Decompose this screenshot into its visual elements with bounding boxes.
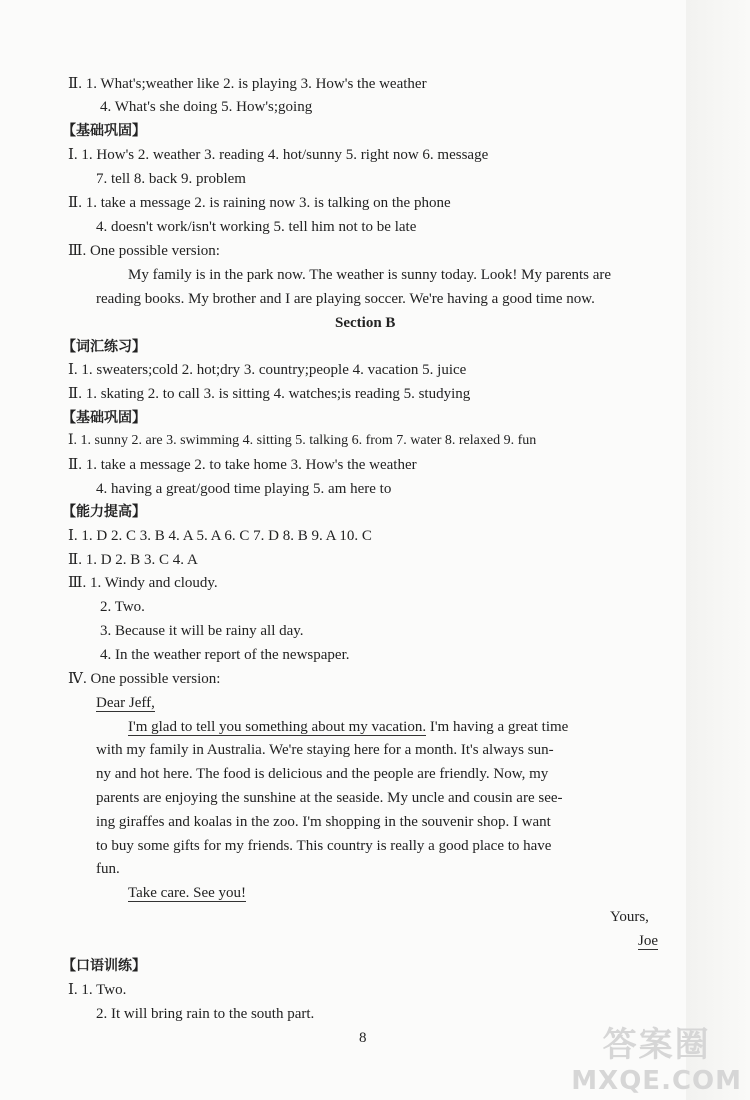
answer-line: 3. Because it will be rainy all day. [100, 623, 304, 639]
answer-line: Ⅰ. 1. How's 2. weather 3. reading 4. hot/sunny 5. right now 6. message [68, 147, 489, 163]
section-heading: 【基础巩固】 [62, 123, 146, 139]
answer-line: Ⅱ. 1. take a message 2. is raining now 3. is talking on the phone [68, 195, 451, 211]
answer-line: 4. doesn't work/isn't working 5. tell him not to be late [96, 219, 417, 235]
answer-line: 2. Two. [100, 599, 145, 615]
paragraph-line: reading books. My brother and I are playing soccer. We're having a good time now. [96, 291, 595, 307]
section-heading: 【基础巩固】 [62, 410, 146, 426]
sentence-continuation: I'm having a great time [426, 719, 569, 735]
answer-line: Ⅲ. One possible version: [68, 243, 220, 259]
section-heading: 【能力提高】 [62, 504, 146, 520]
page-edge-shadow [686, 0, 750, 1100]
paragraph-line: ny and hot here. The food is delicious and the people are friendly. Now, my [96, 766, 549, 782]
answer-line: Ⅲ. 1. Windy and cloudy. [68, 575, 218, 591]
answer-line: 4. In the weather report of the newspaper. [100, 647, 350, 663]
letter-salutation [96, 694, 155, 712]
answer-line: 2. It will bring rain to the south part. [96, 1006, 315, 1022]
paragraph-line: to buy some gifts for my friends. This country is really a good place to have [96, 838, 552, 854]
paragraph-line [128, 718, 568, 736]
answer-line: 4. What's she doing 5. How's;going [100, 99, 313, 115]
signature-text: Joe [638, 933, 658, 949]
closing-text: Take care. See you! [128, 885, 247, 901]
paragraph-line: with my family in Australia. We're staying here for a month. It's always sun- [96, 742, 554, 758]
watermark-logo [571, 1017, 742, 1096]
watermark-cn: 答案圈 [602, 1025, 711, 1065]
answer-line: Ⅰ. 1. sweaters;cold 2. hot;dry 3. country;people 4. vacation 5. juice [68, 362, 467, 378]
answer-line: 7. tell 8. back 9. problem [96, 171, 246, 187]
answer-line: Ⅰ. 1. Two. [68, 982, 127, 998]
answer-line: Ⅳ. One possible version: [68, 671, 221, 687]
letter-signoff: Yours, [610, 909, 649, 925]
paragraph-line: parents are enjoying the sunshine at the seaside. My uncle and cousin are see- [96, 790, 563, 806]
answer-line: Ⅱ. 1. skating 2. to call 3. is sitting 4. watches;is reading 5. studying [68, 386, 471, 402]
section-heading: 【口语训练】 [62, 958, 146, 974]
paragraph-line: ing giraffes and koalas in the zoo. I'm shopping in the souvenir shop. I want [96, 814, 551, 830]
answer-line: Ⅱ. 1. take a message 2. to take home 3. How's the weather [68, 457, 417, 473]
paragraph-line: fun. [96, 861, 120, 877]
section-title: Section B [335, 315, 396, 331]
section-heading: 【词汇练习】 [62, 339, 146, 355]
page-number: 8 [359, 1030, 367, 1046]
salutation-text: Dear Jeff, [96, 695, 155, 711]
underlined-sentence: I'm glad to tell you something about my vacation. [128, 719, 427, 735]
watermark-en: MXQE.COM [571, 1066, 742, 1096]
letter-closing [128, 884, 246, 902]
paragraph-line: My family is in the park now. The weather is sunny today. Look! My parents are [128, 267, 612, 283]
answer-line: 4. having a great/good time playing 5. am here to [96, 481, 392, 497]
letter-signature [638, 932, 658, 950]
answer-line: Ⅱ. 1. What's;weather like 2. is playing 3. How's the weather [68, 76, 427, 92]
answer-line: Ⅰ. 1. D 2. C 3. B 4. A 5. A 6. C 7. D 8. B 9. A 10. C [68, 528, 372, 544]
answer-line: Ⅱ. 1. D 2. B 3. C 4. A [68, 552, 198, 568]
answer-line: Ⅰ. 1. sunny 2. are 3. swimming 4. sitting 5. talking 6. from 7. water 8. relaxed 9. fun [68, 433, 537, 448]
